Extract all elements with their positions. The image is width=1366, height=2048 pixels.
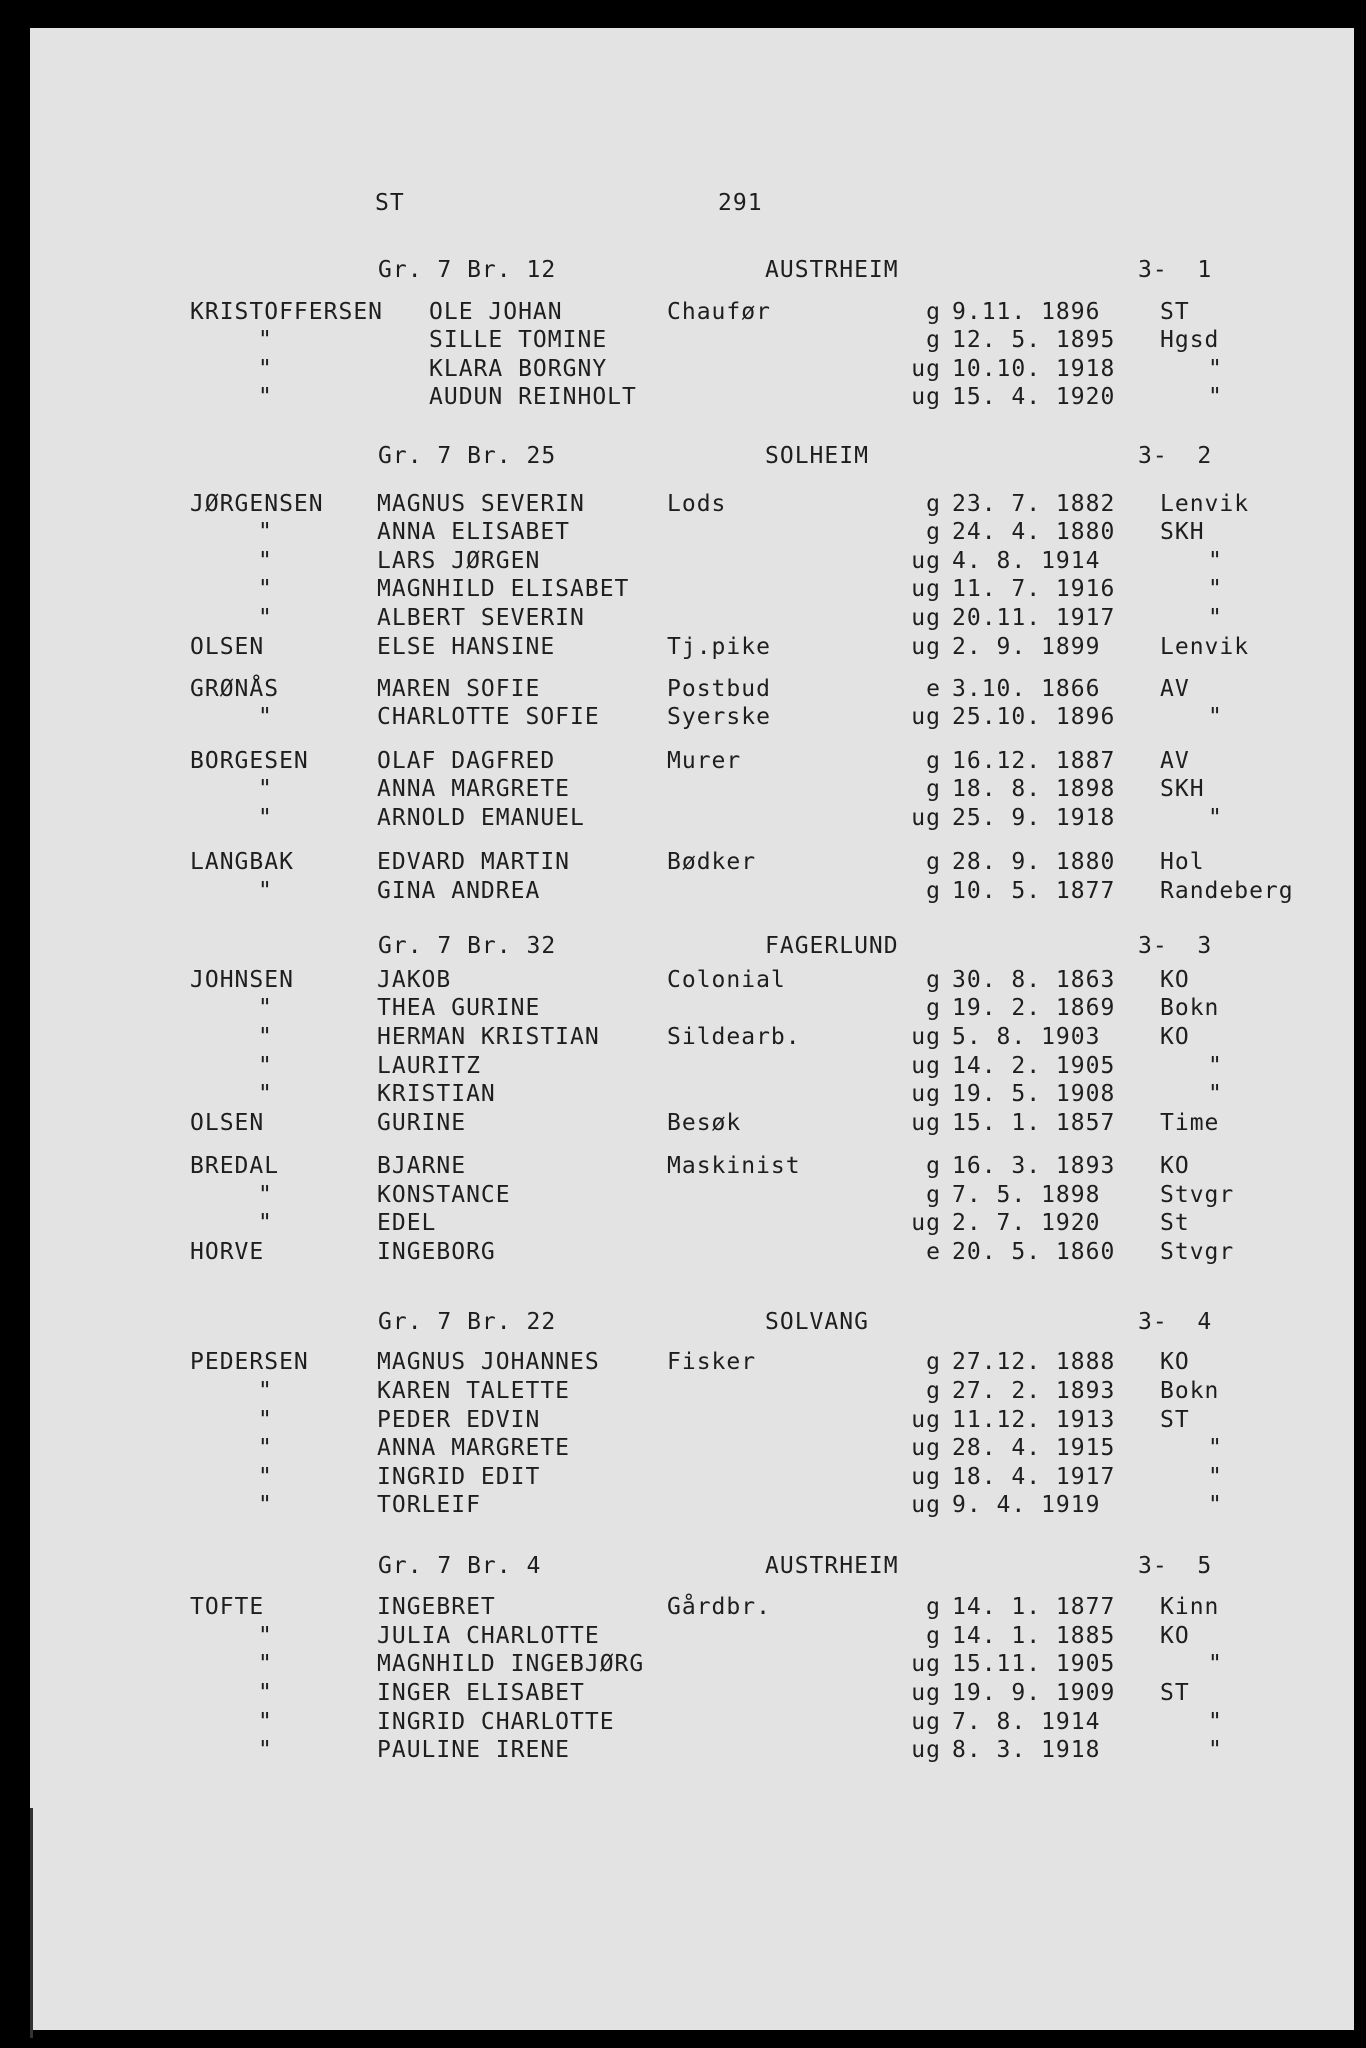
- person-surname: ": [258, 605, 273, 631]
- person-row: [30, 1463, 1354, 1491]
- person-birth-place: ": [1208, 1492, 1223, 1518]
- person-birth-place: SKH: [1160, 519, 1205, 545]
- person-birth-place: ": [1208, 1464, 1223, 1490]
- household-header: [30, 442, 1354, 470]
- person-surname: ": [258, 1464, 273, 1490]
- person-given-names: JULIA CHARLOTTE: [377, 1623, 600, 1649]
- person-surname: KRISTOFFERSEN: [190, 299, 384, 325]
- person-given-names: MAREN SOFIE: [377, 676, 541, 702]
- person-given-names: PEDER EDVIN: [377, 1407, 541, 1433]
- person-birth-date: 14. 2. 1905: [952, 1053, 1116, 1079]
- person-surname: ": [258, 1024, 273, 1050]
- person-birth-date: 9. 4. 1919: [952, 1492, 1101, 1518]
- person-birth-date: 24. 4. 1880: [952, 519, 1116, 545]
- person-birth-place: Stvgr: [1160, 1239, 1235, 1265]
- person-surname: OLSEN: [190, 1110, 265, 1136]
- person-row: [30, 518, 1354, 546]
- person-birth-date: 2. 7. 1920: [952, 1210, 1101, 1236]
- person-birth-place: ": [1208, 1651, 1223, 1677]
- person-birth-place: ": [1208, 704, 1223, 730]
- person-birth-date: 23. 7. 1882: [952, 491, 1116, 517]
- person-marital-status: ug: [911, 1407, 941, 1433]
- household-farm-name: SOLHEIM: [765, 443, 869, 469]
- person-marital-status: ug: [911, 576, 941, 602]
- person-given-names: HERMAN KRISTIAN: [377, 1024, 600, 1050]
- person-birth-date: 30. 8. 1863: [952, 967, 1116, 993]
- person-surname: OLSEN: [190, 634, 265, 660]
- person-marital-status: g: [926, 327, 941, 353]
- person-surname: ": [258, 356, 273, 382]
- person-birth-date: 19. 9. 1909: [952, 1680, 1116, 1706]
- person-given-names: PAULINE IRENE: [377, 1737, 571, 1763]
- person-row: [30, 1679, 1354, 1707]
- person-birth-date: 16.12. 1887: [952, 748, 1116, 774]
- person-marital-status: g: [926, 299, 941, 325]
- person-given-names: INGEBORG: [377, 1239, 496, 1265]
- person-surname: ": [258, 1210, 273, 1236]
- person-given-names: KLARA BORGNY: [429, 356, 608, 382]
- person-birth-place: SKH: [1160, 776, 1205, 802]
- person-marital-status: g: [926, 878, 941, 904]
- person-row: [30, 1434, 1354, 1462]
- person-given-names: LAURITZ: [377, 1053, 481, 1079]
- person-row: [30, 1708, 1354, 1736]
- person-occupation: Murer: [667, 748, 742, 774]
- person-marital-status: ug: [911, 1709, 941, 1735]
- person-given-names: INGRID EDIT: [377, 1464, 541, 1490]
- person-surname: ": [258, 805, 273, 831]
- household-gr-br: Gr. 7 Br. 22: [378, 1309, 557, 1335]
- person-birth-place: ": [1208, 1709, 1223, 1735]
- person-marital-status: ug: [911, 548, 941, 574]
- person-given-names: LARS JØRGEN: [377, 548, 541, 574]
- person-marital-status: ug: [911, 1024, 941, 1050]
- person-surname: ": [258, 548, 273, 574]
- person-birth-place: ": [1208, 805, 1223, 831]
- person-birth-date: 4. 8. 1914: [952, 548, 1101, 574]
- person-given-names: AUDUN REINHOLT: [429, 384, 637, 410]
- person-surname: ": [258, 1680, 273, 1706]
- person-row: [30, 604, 1354, 632]
- person-surname: BORGESEN: [190, 748, 309, 774]
- person-surname: ": [258, 1407, 273, 1433]
- household-header: [30, 1308, 1354, 1336]
- person-given-names: INGER ELISABET: [377, 1680, 585, 1706]
- person-surname: ": [258, 327, 273, 353]
- person-birth-place: KO: [1160, 1349, 1190, 1375]
- person-birth-place: KO: [1160, 1153, 1190, 1179]
- person-row: [30, 1348, 1354, 1376]
- person-occupation: Lods: [667, 491, 727, 517]
- person-occupation: Fisker: [667, 1349, 757, 1375]
- person-birth-date: 7. 8. 1914: [952, 1709, 1101, 1735]
- person-birth-date: 19. 5. 1908: [952, 1081, 1116, 1107]
- person-birth-date: 28. 9. 1880: [952, 849, 1116, 875]
- household-gr-br: Gr. 7 Br. 4: [378, 1553, 542, 1579]
- person-birth-date: 11.12. 1913: [952, 1407, 1116, 1433]
- person-surname: ": [258, 1081, 273, 1107]
- person-given-names: EDVARD MARTIN: [377, 849, 571, 875]
- person-surname: ": [258, 1651, 273, 1677]
- person-marital-status: g: [926, 776, 941, 802]
- household-farm-name: SOLVANG: [765, 1309, 869, 1335]
- household-farm-name: AUSTRHEIM: [765, 1553, 899, 1579]
- person-birth-place: ": [1208, 356, 1223, 382]
- person-marital-status: g: [926, 748, 941, 774]
- person-birth-place: ": [1208, 1435, 1223, 1461]
- person-row: [30, 1080, 1354, 1108]
- person-surname: ": [258, 1378, 273, 1404]
- person-given-names: THEA GURINE: [377, 995, 541, 1021]
- person-birth-place: ": [1208, 384, 1223, 410]
- page-number: 291: [718, 190, 763, 216]
- person-birth-place: KO: [1160, 967, 1190, 993]
- person-row: [30, 1491, 1354, 1519]
- person-surname: ": [258, 704, 273, 730]
- person-given-names: KONSTANCE: [377, 1182, 511, 1208]
- person-marital-status: ug: [911, 634, 941, 660]
- person-row: [30, 1622, 1354, 1650]
- person-row: [30, 326, 1354, 354]
- person-surname: ": [258, 1737, 273, 1763]
- person-given-names: CHARLOTTE SOFIE: [377, 704, 600, 730]
- person-given-names: BJARNE: [377, 1153, 467, 1179]
- person-row: [30, 994, 1354, 1022]
- person-row: [30, 1023, 1354, 1051]
- person-surname: GRØNÅS: [190, 676, 280, 702]
- person-birth-date: 2. 9. 1899: [952, 634, 1101, 660]
- person-row: [30, 1052, 1354, 1080]
- person-row: [30, 575, 1354, 603]
- person-surname: ": [258, 519, 273, 545]
- person-birth-date: 12. 5. 1895: [952, 327, 1116, 353]
- person-row: [30, 747, 1354, 775]
- person-given-names: INGEBRET: [377, 1594, 496, 1620]
- person-row: [30, 547, 1354, 575]
- person-row: [30, 1181, 1354, 1209]
- person-occupation: Maskinist: [667, 1153, 801, 1179]
- person-surname: ": [258, 776, 273, 802]
- person-occupation: Sildearb.: [667, 1024, 801, 1050]
- person-marital-status: e: [926, 676, 941, 702]
- person-birth-date: 14. 1. 1877: [952, 1594, 1116, 1620]
- person-birth-place: KO: [1160, 1024, 1190, 1050]
- person-row: [30, 804, 1354, 832]
- person-occupation: Postbud: [667, 676, 771, 702]
- person-row: [30, 703, 1354, 731]
- household-gr-br: Gr. 7 Br. 12: [378, 257, 557, 283]
- person-surname: ": [258, 995, 273, 1021]
- person-birth-place: Stvgr: [1160, 1182, 1235, 1208]
- person-given-names: KRISTIAN: [377, 1081, 496, 1107]
- person-row: [30, 633, 1354, 661]
- person-surname: ": [258, 1053, 273, 1079]
- person-row: [30, 848, 1354, 876]
- person-given-names: KAREN TALETTE: [377, 1378, 571, 1404]
- person-row: [30, 1152, 1354, 1180]
- person-birth-date: 16. 3. 1893: [952, 1153, 1116, 1179]
- person-marital-status: g: [926, 967, 941, 993]
- person-surname: ": [258, 1182, 273, 1208]
- person-birth-date: 19. 2. 1869: [952, 995, 1116, 1021]
- person-given-names: EDEL: [377, 1210, 437, 1236]
- person-birth-date: 15. 4. 1920: [952, 384, 1116, 410]
- person-birth-date: 27.12. 1888: [952, 1349, 1116, 1375]
- person-birth-date: 8. 3. 1918: [952, 1737, 1101, 1763]
- person-birth-date: 5. 8. 1903: [952, 1024, 1101, 1050]
- person-surname: BREDAL: [190, 1153, 280, 1179]
- person-birth-place: Hol: [1160, 849, 1205, 875]
- person-surname: TOFTE: [190, 1594, 265, 1620]
- person-birth-place: AV: [1160, 748, 1190, 774]
- person-marital-status: ug: [911, 805, 941, 831]
- person-birth-place: ": [1208, 1053, 1223, 1079]
- person-surname: ": [258, 1492, 273, 1518]
- person-marital-status: ug: [911, 1492, 941, 1518]
- person-birth-date: 18. 8. 1898: [952, 776, 1116, 802]
- person-row: [30, 298, 1354, 326]
- household-number: 3- 5: [1138, 1553, 1213, 1579]
- person-birth-place: Bokn: [1160, 1378, 1220, 1404]
- person-birth-place: ST: [1160, 1680, 1190, 1706]
- person-given-names: ELSE HANSINE: [377, 634, 556, 660]
- person-marital-status: ug: [911, 1435, 941, 1461]
- person-birth-place: ": [1208, 548, 1223, 574]
- person-birth-place: ": [1208, 1081, 1223, 1107]
- person-row: [30, 966, 1354, 994]
- person-birth-place: KO: [1160, 1623, 1190, 1649]
- person-surname: ": [258, 1709, 273, 1735]
- person-given-names: MAGNUS SEVERIN: [377, 491, 585, 517]
- person-birth-place: ST: [1160, 299, 1190, 325]
- household-number: 3- 2: [1138, 443, 1213, 469]
- person-occupation: Colonial: [667, 967, 786, 993]
- person-row: [30, 1736, 1354, 1764]
- person-given-names: SILLE TOMINE: [429, 327, 608, 353]
- person-surname: ": [258, 1435, 273, 1461]
- person-row: [30, 1238, 1354, 1266]
- person-row: [30, 675, 1354, 703]
- person-marital-status: ug: [911, 1464, 941, 1490]
- person-marital-status: ug: [911, 356, 941, 382]
- person-given-names: MAGNHILD ELISABET: [377, 576, 630, 602]
- person-birth-place: Hgsd: [1160, 327, 1220, 353]
- person-given-names: JAKOB: [377, 967, 452, 993]
- person-birth-date: 27. 2. 1893: [952, 1378, 1116, 1404]
- person-surname: HORVE: [190, 1239, 265, 1265]
- person-occupation: Syerske: [667, 704, 771, 730]
- person-marital-status: ug: [911, 704, 941, 730]
- person-birth-date: 20.11. 1917: [952, 605, 1116, 631]
- document-page: [30, 28, 1354, 2030]
- person-marital-status: ug: [911, 1680, 941, 1706]
- person-birth-date: 3.10. 1866: [952, 676, 1101, 702]
- person-marital-status: g: [926, 995, 941, 1021]
- person-row: [30, 490, 1354, 518]
- person-birth-place: Lenvik: [1160, 491, 1250, 517]
- person-marital-status: ug: [911, 1737, 941, 1763]
- person-given-names: ALBERT SEVERIN: [377, 605, 585, 631]
- person-given-names: ANNA MARGRETE: [377, 776, 571, 802]
- person-marital-status: ug: [911, 1651, 941, 1677]
- person-occupation: Besøk: [667, 1110, 742, 1136]
- person-surname: JØRGENSEN: [190, 491, 324, 517]
- household-header: [30, 256, 1354, 284]
- person-occupation: Chaufør: [667, 299, 771, 325]
- page-label: ST: [375, 190, 405, 216]
- person-occupation: Bødker: [667, 849, 757, 875]
- person-given-names: MAGNUS JOHANNES: [377, 1349, 600, 1375]
- person-marital-status: g: [926, 519, 941, 545]
- household-gr-br: Gr. 7 Br. 32: [378, 933, 557, 959]
- person-row: [30, 1593, 1354, 1621]
- person-birth-date: 15.11. 1905: [952, 1651, 1116, 1677]
- person-birth-place: ": [1208, 605, 1223, 631]
- person-row: [30, 877, 1354, 905]
- person-given-names: OLAF DAGFRED: [377, 748, 556, 774]
- household-gr-br: Gr. 7 Br. 25: [378, 443, 557, 469]
- person-occupation: Gårdbr.: [667, 1594, 771, 1620]
- household-header: [30, 932, 1354, 960]
- person-row: [30, 383, 1354, 411]
- person-birth-place: Bokn: [1160, 995, 1220, 1021]
- person-surname: ": [258, 576, 273, 602]
- person-given-names: TORLEIF: [377, 1492, 481, 1518]
- person-row: [30, 1377, 1354, 1405]
- person-given-names: MAGNHILD INGEBJØRG: [377, 1651, 645, 1677]
- person-row: [30, 355, 1354, 383]
- person-marital-status: g: [926, 1378, 941, 1404]
- person-marital-status: ug: [911, 1110, 941, 1136]
- household-number: 3- 1: [1138, 257, 1213, 283]
- person-given-names: GURINE: [377, 1110, 467, 1136]
- household-farm-name: FAGERLUND: [765, 933, 899, 959]
- person-birth-place: Lenvik: [1160, 634, 1250, 660]
- person-birth-date: 14. 1. 1885: [952, 1623, 1116, 1649]
- person-birth-place: AV: [1160, 676, 1190, 702]
- person-row: [30, 1650, 1354, 1678]
- person-marital-status: ug: [911, 605, 941, 631]
- person-birth-place: St: [1160, 1210, 1190, 1236]
- person-surname: LANGBAK: [190, 849, 294, 875]
- person-given-names: ARNOLD EMANUEL: [377, 805, 585, 831]
- person-given-names: ANNA MARGRETE: [377, 1435, 571, 1461]
- person-birth-date: 11. 7. 1916: [952, 576, 1116, 602]
- scan-edge-mark: [30, 1808, 33, 2038]
- person-surname: PEDERSEN: [190, 1349, 309, 1375]
- person-marital-status: g: [926, 849, 941, 875]
- person-given-names: GINA ANDREA: [377, 878, 541, 904]
- household-number: 3- 4: [1138, 1309, 1213, 1335]
- person-birth-place: Time: [1160, 1110, 1220, 1136]
- person-given-names: ANNA ELISABET: [377, 519, 571, 545]
- person-marital-status: ug: [911, 1081, 941, 1107]
- person-birth-date: 28. 4. 1915: [952, 1435, 1116, 1461]
- person-birth-date: 25. 9. 1918: [952, 805, 1116, 831]
- person-birth-place: Randeberg: [1160, 878, 1294, 904]
- person-marital-status: ug: [911, 1053, 941, 1079]
- person-birth-place: Kinn: [1160, 1594, 1220, 1620]
- person-birth-date: 20. 5. 1860: [952, 1239, 1116, 1265]
- person-surname: JOHNSEN: [190, 967, 294, 993]
- person-birth-date: 10.10. 1918: [952, 356, 1116, 382]
- person-marital-status: g: [926, 1623, 941, 1649]
- person-birth-place: ": [1208, 576, 1223, 602]
- person-marital-status: g: [926, 1153, 941, 1179]
- person-birth-date: 15. 1. 1857: [952, 1110, 1116, 1136]
- household-number: 3- 3: [1138, 933, 1213, 959]
- person-marital-status: ug: [911, 1210, 941, 1236]
- person-surname: ": [258, 384, 273, 410]
- person-marital-status: g: [926, 491, 941, 517]
- person-marital-status: g: [926, 1182, 941, 1208]
- household-header: [30, 1552, 1354, 1580]
- person-marital-status: e: [926, 1239, 941, 1265]
- person-birth-place: ": [1208, 1737, 1223, 1763]
- household-farm-name: AUSTRHEIM: [765, 257, 899, 283]
- person-surname: ": [258, 1623, 273, 1649]
- person-birth-date: 10. 5. 1877: [952, 878, 1116, 904]
- person-given-names: INGRID CHARLOTTE: [377, 1709, 615, 1735]
- person-birth-date: 25.10. 1896: [952, 704, 1116, 730]
- person-row: [30, 1406, 1354, 1434]
- person-row: [30, 775, 1354, 803]
- person-occupation: Tj.pike: [667, 634, 771, 660]
- person-row: [30, 1209, 1354, 1237]
- person-marital-status: g: [926, 1594, 941, 1620]
- person-birth-date: 7. 5. 1898: [952, 1182, 1101, 1208]
- person-row: [30, 1109, 1354, 1137]
- person-marital-status: ug: [911, 384, 941, 410]
- person-given-names: OLE JOHAN: [429, 299, 563, 325]
- person-birth-date: 9.11. 1896: [952, 299, 1101, 325]
- person-birth-place: ST: [1160, 1407, 1190, 1433]
- person-surname: ": [258, 878, 273, 904]
- person-birth-date: 18. 4. 1917: [952, 1464, 1116, 1490]
- person-marital-status: g: [926, 1349, 941, 1375]
